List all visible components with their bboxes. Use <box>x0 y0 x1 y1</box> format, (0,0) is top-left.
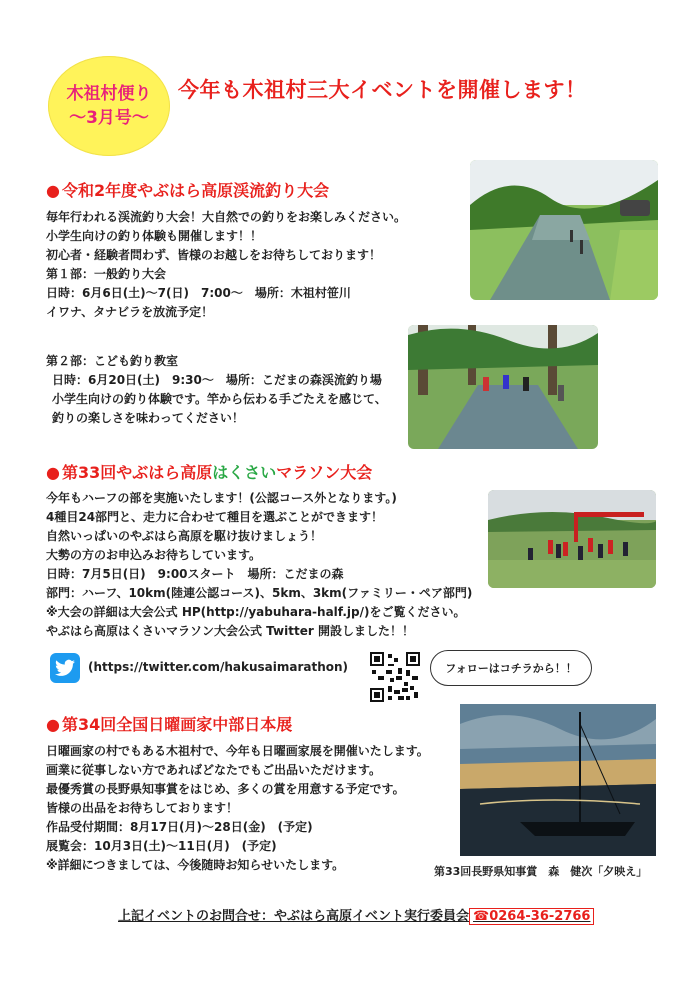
painting-caption: 第33回長野県知事賞 森 健次「夕映え」 <box>434 865 648 878</box>
follow-bubble: フォローはコチラから！！ <box>430 650 592 686</box>
fishing-text-1: 毎年行われる渓流釣り大会！大自然での釣りをお楽しみください。 小学生向けの釣り体験も開催します！！ 初心者・経験者問わず、皆様のお越しをお待ちしております！ 第１部：一般釣り大会 日時：6月6日(土)〜7(日) 7:00〜 場所：木祖村笹川 イワナ、タナビラを放流予定！ <box>46 210 407 319</box>
bullet-icon: ● <box>46 181 60 200</box>
kids-fishing-photo <box>408 325 598 449</box>
art-text: 日曜画家の村でもある木祖村で、今年も日曜画家展を開催いたします。 画業に従事しない方であればどなたでもご出品いただけます。 最優秀賞の長野県知事賞をはじめ、多くの賞を用意する予定です。 皆様の出品をお待ちしております！ 作品受付期間：8月17日(月)〜28日(金) (予定) 展覧会：10月3日(土)〜11日(月) (予定) ※詳細につきましては、今後随時お知らせいたします。 <box>46 744 429 872</box>
fishing-text-2: 第２部：こども釣り教室 日時：6月20日(土) 9:30〜 場所：こだまの森渓流釣り場 小学生向けの釣り体験です。竿から伝わる手ごたえを感じて、 釣りの楽しさを味わってください！ <box>46 354 387 425</box>
contact-footer: 上記イベントのお問合せ：やぶはら高原イベント実行委員会 ☎0264-36-2766 <box>118 905 594 924</box>
badge-line1: 木祖村便り <box>66 84 152 104</box>
river-photo <box>470 160 658 300</box>
painting-image <box>460 704 656 856</box>
art-title: ● 第34回全国日曜画家中部日本展 <box>46 715 293 734</box>
contact-phone[interactable]: ☎0264-36-2766 <box>469 908 594 925</box>
issue-badge <box>48 56 170 156</box>
bullet-icon: ● <box>46 463 60 482</box>
qr-code-icon[interactable] <box>370 652 420 702</box>
marathon-text: 今年もハーフの部を実施いたします！(公認コース外となります。) 4種目24部門と、走力に合わせて種目を選ぶことができます！ 自然いっぱいのやぶはら高原を駆け抜けましょう！ 大勢の方のお申込みお待ちしています。 日時：7月5日(日) 9:00スタート 場所：こだまの森 部門：ハーフ、10km(陸連公認コース)、5km、3km(ファミリー・ペア部門) ※大会の詳細は大会公式 HP(http://yabuhara-half.jp/)をご覧ください。 やぶはら高原はくさいマラソン大会公式 Twitter 開設しました！！ <box>46 491 473 638</box>
twitter-url[interactable]: (https://twitter.com/hakusaimarathon) <box>88 660 349 674</box>
fishing-title: ● 令和2年度やぶはら高原渓流釣り大会 <box>46 181 330 200</box>
bullet-icon: ● <box>46 715 60 734</box>
twitter-bird-icon <box>55 659 75 677</box>
marathon-title: ● 第33回やぶはら高原はくさいマラソン大会 <box>46 463 373 482</box>
page-headline: 今年も木祖村三大イベントを開催します！ <box>178 78 587 102</box>
marathon-photo <box>488 490 656 588</box>
badge-line2: 〜3月号〜 <box>69 108 149 128</box>
twitter-icon[interactable] <box>50 653 80 683</box>
